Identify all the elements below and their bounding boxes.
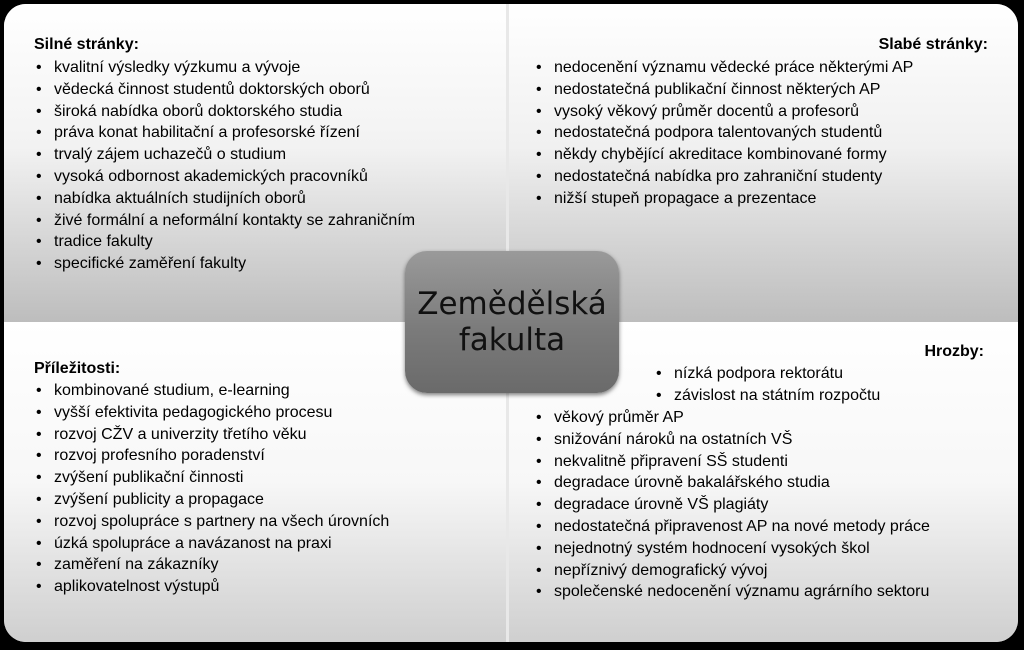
list-item: • degradace úrovně bakalářského studia — [532, 472, 930, 494]
list-item: • vysoký věkový průměr docentů a profesorů — [532, 101, 913, 123]
list-item: • nedostatečná připravenost AP na nové metody práce — [532, 516, 930, 538]
list-item: • nejednotný systém hodnocení vysokých škol — [532, 538, 930, 560]
list-item: • zvýšení publikační činnosti — [32, 467, 389, 489]
list-item: • kombinované studium, e-learning — [32, 380, 389, 402]
list-item: • rozvoj CŽV a univerzity třetího věku — [32, 424, 389, 446]
weaknesses-list — [532, 57, 913, 210]
list-item: • zvýšení publicity a propagace — [32, 489, 389, 511]
list-item: • práva konat habilitační a profesorské řízení — [32, 122, 415, 144]
list-item: • široká nabídka oborů doktorského studia — [32, 101, 415, 123]
list-item: • nekvalitně připravení SŠ studenti — [532, 451, 930, 473]
list-item: • zaměření na zákazníky — [32, 554, 389, 576]
strengths-heading: Silné stránky: — [34, 36, 139, 53]
list-item: • trvalý zájem uchazečů o studium — [32, 144, 415, 166]
strengths-list — [32, 57, 415, 275]
opportunities-heading: Příležitosti: — [34, 360, 121, 377]
threats-list — [532, 407, 930, 603]
list-item: • kvalitní výsledky výzkumu a vývoje — [32, 57, 415, 79]
list-item: • věkový průměr AP — [532, 407, 930, 429]
list-item: • nedostatečná publikační činnost některých AP — [532, 79, 913, 101]
threats-heading: Hrozby: — [924, 343, 984, 360]
list-item: • společenské nedocenění významu agrárního sektoru — [532, 581, 930, 603]
center-title-box — [405, 251, 619, 393]
list-item: • nepříznivý demografický vývoj — [532, 560, 930, 582]
list-item: • specifické zaměření fakulty — [32, 253, 415, 275]
list-item: • rozvoj spolupráce s partnery na všech úrovních — [32, 511, 389, 533]
list-item: • snižování nároků na ostatních VŠ — [532, 429, 930, 451]
list-item: • nedocenění významu vědecké práce některými AP — [532, 57, 913, 79]
weaknesses-heading: Slabé stránky: — [878, 36, 988, 53]
list-item: • nízká podpora rektorátu — [652, 363, 880, 385]
list-item: • rozvoj profesního poradenství — [32, 445, 389, 467]
threats-list-top — [652, 363, 880, 407]
list-item: • degradace úrovně VŠ plagiáty — [532, 494, 930, 516]
list-item: • tradice fakulty — [32, 231, 415, 253]
opportunities-list — [32, 380, 389, 598]
list-item: • někdy chybějící akreditace kombinované formy — [532, 144, 913, 166]
list-item: • nižší stupeň propagace a prezentace — [532, 188, 913, 210]
list-item: • živé formální a neformální kontakty se zahraničním — [32, 210, 415, 232]
list-item: • aplikovatelnost výstupů — [32, 576, 389, 598]
list-item: • závislost na státním rozpočtu — [652, 385, 880, 407]
list-item: • nedostatečná nabídka pro zahraniční studenty — [532, 166, 913, 188]
center-title: Zemědělská fakulta — [417, 286, 607, 358]
list-item: • vědecká činnost studentů doktorských oborů — [32, 79, 415, 101]
list-item: • úzká spolupráce a navázanost na praxi — [32, 533, 389, 555]
list-item: • nedostatečná podpora talentovaných studentů — [532, 122, 913, 144]
list-item: • nabídka aktuálních studijních oborů — [32, 188, 415, 210]
list-item: • vyšší efektivita pedagogického procesu — [32, 402, 389, 424]
list-item: • vysoká odbornost akademických pracovníků — [32, 166, 415, 188]
